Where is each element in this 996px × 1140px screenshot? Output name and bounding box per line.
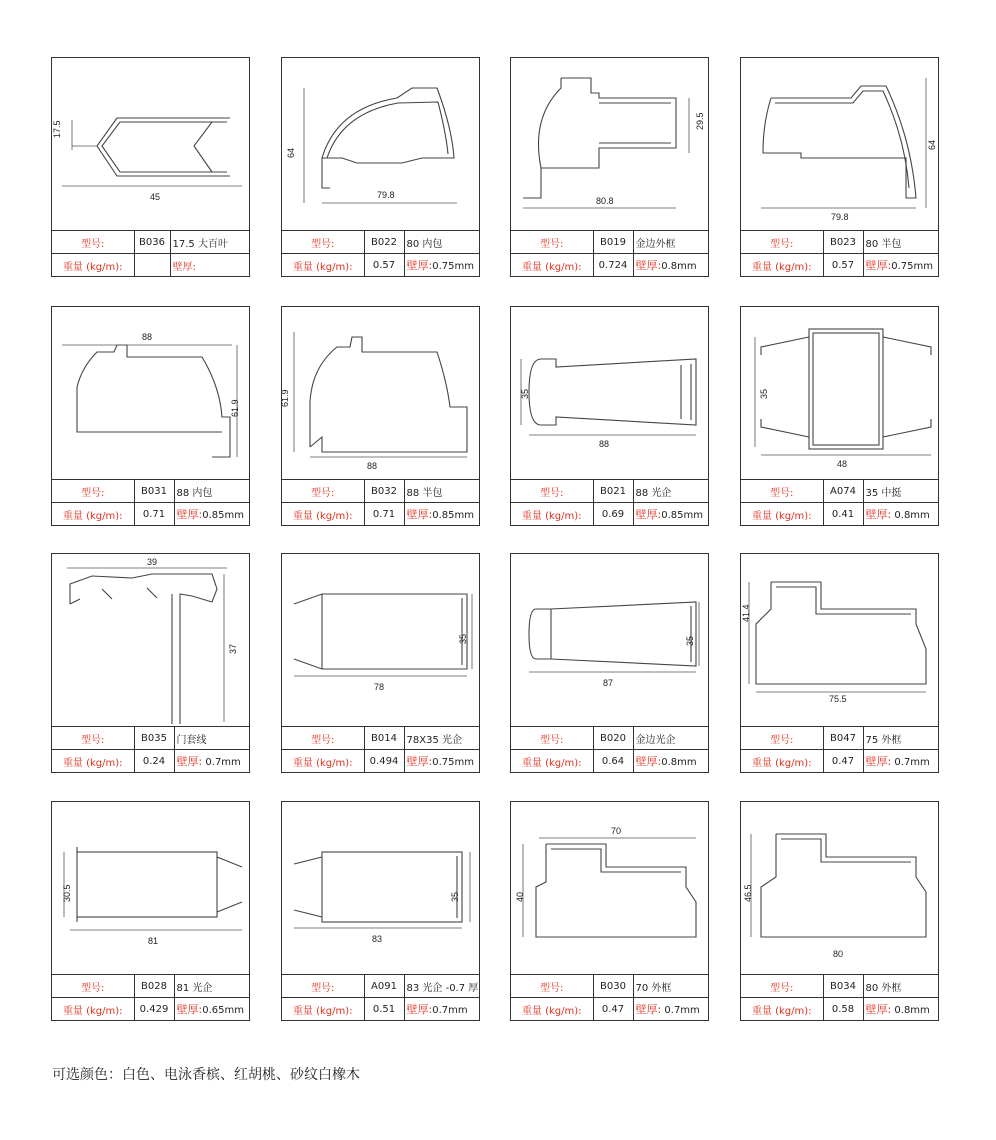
dimension-label: 83 bbox=[372, 934, 383, 944]
wall-label: 壁厚: bbox=[635, 1003, 662, 1016]
profile-card bbox=[51, 306, 250, 526]
dimension-label: 80.8 bbox=[596, 196, 614, 206]
wall-label: 壁厚: bbox=[635, 259, 662, 272]
model-label: 型号: bbox=[282, 480, 364, 503]
dimension-label: 35 bbox=[450, 891, 460, 902]
dimension-label: 88 bbox=[599, 439, 610, 449]
spec-table bbox=[511, 974, 708, 1020]
profile-drawing bbox=[741, 58, 938, 230]
model-label: 型号: bbox=[52, 975, 134, 998]
color-options-text: 可选颜色：白色、电泳香槟、红胡桃、砂纹白橡木 bbox=[52, 1067, 360, 1083]
weight-value: 0.47 bbox=[823, 750, 863, 773]
dimension-label: 61.9 bbox=[280, 389, 290, 407]
dimension-label: 17.5 bbox=[52, 120, 62, 138]
dimension-label: 37 bbox=[228, 643, 238, 654]
wall-label: 壁厚: bbox=[172, 261, 196, 273]
weight-value: 0.429 bbox=[134, 998, 174, 1021]
wall-cell bbox=[404, 503, 479, 526]
dimension-label: 88 bbox=[142, 332, 153, 342]
profile-drawing bbox=[511, 802, 708, 974]
dimension-label: 64 bbox=[286, 147, 296, 158]
spec-table bbox=[52, 230, 249, 276]
weight-label: 重量 (kg/m): bbox=[511, 503, 593, 526]
wall-value: 0.75mm bbox=[432, 757, 474, 768]
wall-value: 0.85mm bbox=[661, 510, 703, 521]
wall-cell bbox=[170, 254, 249, 277]
model-code: B035 bbox=[134, 727, 174, 750]
profile-name: 70 外框 bbox=[633, 975, 708, 998]
wall-value: 0.7mm bbox=[664, 1005, 700, 1016]
model-label: 型号: bbox=[282, 231, 364, 254]
spec-table bbox=[511, 479, 708, 525]
dimension-label: 46.5 bbox=[743, 884, 753, 902]
weight-label: 重量 (kg/m): bbox=[282, 503, 364, 526]
dimension-label: 64 bbox=[927, 139, 937, 150]
dimension-label: 75.5 bbox=[829, 694, 847, 704]
profile-card bbox=[740, 801, 939, 1021]
dimension-label: 41.4 bbox=[741, 604, 751, 622]
spec-table bbox=[52, 726, 249, 772]
model-label: 型号: bbox=[52, 727, 134, 750]
dimension-label: 40 bbox=[515, 891, 525, 902]
model-code: B030 bbox=[593, 975, 633, 998]
spec-table bbox=[741, 726, 938, 772]
profile-name: 80 外框 bbox=[863, 975, 938, 998]
profile-name: 35 中挺 bbox=[863, 480, 938, 503]
wall-cell bbox=[633, 254, 708, 277]
profile-name: 金边外框 bbox=[633, 231, 708, 254]
profile-drawing bbox=[282, 802, 479, 974]
weight-label: 重量 (kg/m): bbox=[282, 254, 364, 277]
dimension-label: 35 bbox=[759, 388, 769, 399]
profile-cross-section bbox=[511, 307, 708, 479]
wall-cell bbox=[863, 998, 938, 1021]
weight-value: 0.64 bbox=[593, 750, 633, 773]
profile-card bbox=[281, 57, 480, 277]
weight-value: 0.57 bbox=[823, 254, 863, 277]
dimension-label: 81 bbox=[148, 936, 159, 946]
wall-label: 壁厚: bbox=[635, 755, 662, 768]
model-code: B028 bbox=[134, 975, 174, 998]
wall-value: 0.75mm bbox=[891, 261, 933, 272]
model-code: B034 bbox=[823, 975, 863, 998]
weight-label: 重量 (kg/m): bbox=[511, 254, 593, 277]
spec-table bbox=[741, 230, 938, 276]
wall-label: 壁厚: bbox=[865, 1003, 892, 1016]
profile-cross-section bbox=[52, 58, 249, 230]
profile-drawing bbox=[511, 307, 708, 479]
weight-value: 0.494 bbox=[364, 750, 404, 773]
model-code: B020 bbox=[593, 727, 633, 750]
wall-label: 壁厚: bbox=[176, 508, 203, 521]
dimension-label: 61.9 bbox=[230, 399, 240, 417]
model-label: 型号: bbox=[52, 231, 134, 254]
profile-card bbox=[51, 801, 250, 1021]
dimension-label: 35 bbox=[458, 633, 468, 644]
weight-label: 重量 (kg/m): bbox=[52, 503, 134, 526]
dimension-label: 79.8 bbox=[831, 212, 849, 222]
profile-name: 88 内包 bbox=[174, 480, 249, 503]
spec-table bbox=[511, 726, 708, 772]
weight-value: 0.41 bbox=[823, 503, 863, 526]
spec-table bbox=[741, 974, 938, 1020]
dimension-label: 78 bbox=[374, 682, 385, 692]
dimension-label: 30.5 bbox=[62, 884, 72, 902]
wall-label: 壁厚: bbox=[176, 755, 203, 768]
weight-value: 0.69 bbox=[593, 503, 633, 526]
model-label: 型号: bbox=[741, 727, 823, 750]
wall-label: 壁厚: bbox=[865, 508, 892, 521]
wall-value: 0.7mm bbox=[205, 757, 241, 768]
wall-value: 0.8mm bbox=[661, 261, 697, 272]
wall-value: 0.8mm bbox=[894, 510, 930, 521]
wall-label: 壁厚: bbox=[406, 508, 433, 521]
profile-drawing bbox=[52, 58, 249, 230]
profile-drawing bbox=[741, 307, 938, 479]
wall-value: 0.65mm bbox=[202, 1005, 244, 1016]
weight-value: 0.24 bbox=[134, 750, 174, 773]
dimension-label: 35 bbox=[685, 635, 695, 646]
wall-cell bbox=[174, 998, 249, 1021]
wall-value: 0.8mm bbox=[894, 1005, 930, 1016]
dimension-label: 45 bbox=[150, 192, 161, 202]
dimension-label: 29.5 bbox=[695, 112, 705, 130]
wall-cell bbox=[404, 750, 479, 773]
weight-value: 0.58 bbox=[823, 998, 863, 1021]
profile-name: 81 光企 bbox=[174, 975, 249, 998]
profile-cross-section bbox=[282, 58, 479, 230]
wall-cell bbox=[633, 503, 708, 526]
profile-name: 78X35 光企 bbox=[404, 727, 479, 750]
profile-drawing bbox=[511, 58, 708, 230]
wall-cell bbox=[863, 254, 938, 277]
profile-card bbox=[281, 306, 480, 526]
weight-label: 重量 (kg/m): bbox=[52, 254, 134, 277]
wall-cell bbox=[174, 750, 249, 773]
wall-cell bbox=[863, 503, 938, 526]
spec-table bbox=[52, 479, 249, 525]
model-label: 型号: bbox=[741, 231, 823, 254]
weight-value: 0.71 bbox=[364, 503, 404, 526]
wall-label: 壁厚: bbox=[635, 508, 662, 521]
wall-value: 0.85mm bbox=[432, 510, 474, 521]
model-label: 型号: bbox=[511, 231, 593, 254]
wall-cell bbox=[404, 998, 479, 1021]
model-code: A091 bbox=[364, 975, 404, 998]
wall-value: 0.8mm bbox=[661, 757, 697, 768]
model-code: B022 bbox=[364, 231, 404, 254]
wall-label: 壁厚: bbox=[865, 259, 892, 272]
profile-cross-section bbox=[511, 554, 708, 726]
profile-cross-section bbox=[52, 554, 249, 726]
model-code: B036 bbox=[134, 231, 170, 254]
profile-card bbox=[740, 57, 939, 277]
model-label: 型号: bbox=[282, 975, 364, 998]
dimension-label: 87 bbox=[603, 678, 614, 688]
dimension-label: 48 bbox=[837, 459, 848, 469]
wall-label: 壁厚: bbox=[176, 1003, 203, 1016]
model-label: 型号: bbox=[511, 727, 593, 750]
profile-name: 17.5 大百叶 bbox=[170, 231, 249, 254]
weight-label: 重量 (kg/m): bbox=[282, 750, 364, 773]
model-label: 型号: bbox=[511, 975, 593, 998]
wall-cell bbox=[404, 254, 479, 277]
weight-label: 重量 (kg/m): bbox=[52, 998, 134, 1021]
weight-label: 重量 (kg/m): bbox=[52, 750, 134, 773]
model-label: 型号: bbox=[741, 975, 823, 998]
profile-card bbox=[740, 553, 939, 773]
model-code: B032 bbox=[364, 480, 404, 503]
profile-drawing bbox=[282, 554, 479, 726]
model-code: B047 bbox=[823, 727, 863, 750]
weight-value: 0.57 bbox=[364, 254, 404, 277]
profile-card bbox=[51, 553, 250, 773]
wall-label: 壁厚: bbox=[865, 755, 892, 768]
model-code: B014 bbox=[364, 727, 404, 750]
profile-card bbox=[740, 306, 939, 526]
model-code: B031 bbox=[134, 480, 174, 503]
weight-value: 0.47 bbox=[593, 998, 633, 1021]
weight-label: 重量 (kg/m): bbox=[741, 503, 823, 526]
wall-label: 壁厚: bbox=[406, 755, 433, 768]
profile-name: 88 半包 bbox=[404, 480, 479, 503]
profile-name: 83 光企 -0.7 厚 bbox=[404, 975, 479, 998]
weight-label: 重量 (kg/m): bbox=[741, 254, 823, 277]
profile-card bbox=[510, 57, 709, 277]
profile-cross-section bbox=[282, 307, 479, 479]
spec-table bbox=[282, 479, 479, 525]
weight-label: 重量 (kg/m): bbox=[511, 750, 593, 773]
weight-label: 重量 (kg/m): bbox=[741, 750, 823, 773]
profile-cross-section bbox=[282, 554, 479, 726]
dimension-label: 35 bbox=[520, 388, 530, 399]
profile-card bbox=[281, 801, 480, 1021]
profile-cross-section bbox=[741, 554, 938, 726]
profile-drawing bbox=[52, 554, 249, 726]
wall-label: 壁厚: bbox=[406, 259, 433, 272]
spec-table bbox=[282, 726, 479, 772]
profile-cross-section bbox=[511, 58, 708, 230]
profile-name: 75 外框 bbox=[863, 727, 938, 750]
wall-cell bbox=[633, 750, 708, 773]
profile-cross-section bbox=[741, 802, 938, 974]
profile-drawing bbox=[511, 554, 708, 726]
dimension-label: 80 bbox=[833, 949, 844, 959]
spec-table bbox=[511, 230, 708, 276]
profile-cross-section bbox=[511, 802, 708, 974]
weight-value: 0.51 bbox=[364, 998, 404, 1021]
weight-label: 重量 (kg/m): bbox=[282, 998, 364, 1021]
profile-drawing bbox=[52, 307, 249, 479]
model-code: B019 bbox=[593, 231, 633, 254]
spec-table bbox=[52, 974, 249, 1020]
wall-value: 0.7mm bbox=[432, 1005, 468, 1016]
weight-label: 重量 (kg/m): bbox=[511, 998, 593, 1021]
spec-table bbox=[741, 479, 938, 525]
model-code: B023 bbox=[823, 231, 863, 254]
profile-name: 88 光企 bbox=[633, 480, 708, 503]
wall-value: 0.85mm bbox=[202, 510, 244, 521]
profile-cross-section bbox=[52, 802, 249, 974]
model-label: 型号: bbox=[282, 727, 364, 750]
profile-name: 金边光企 bbox=[633, 727, 708, 750]
profile-card bbox=[510, 306, 709, 526]
wall-label: 壁厚: bbox=[406, 1003, 433, 1016]
profile-card bbox=[281, 553, 480, 773]
model-label: 型号: bbox=[511, 480, 593, 503]
weight-value: 0.724 bbox=[593, 254, 633, 277]
profile-name: 80 半包 bbox=[863, 231, 938, 254]
wall-value: 0.7mm bbox=[894, 757, 930, 768]
profile-drawing bbox=[282, 307, 479, 479]
wall-cell bbox=[633, 998, 708, 1021]
profile-card bbox=[51, 57, 250, 277]
profile-drawing bbox=[282, 58, 479, 230]
profile-card bbox=[510, 801, 709, 1021]
wall-value: 0.75mm bbox=[432, 261, 474, 272]
profile-drawing bbox=[52, 802, 249, 974]
spec-table bbox=[282, 230, 479, 276]
weight-value bbox=[134, 254, 170, 277]
model-code: A074 bbox=[823, 480, 863, 503]
wall-cell bbox=[174, 503, 249, 526]
dimension-label: 88 bbox=[367, 461, 378, 471]
profile-cross-section bbox=[52, 307, 249, 479]
profile-card bbox=[510, 553, 709, 773]
profile-drawing bbox=[741, 554, 938, 726]
profile-name: 门套线 bbox=[174, 727, 249, 750]
weight-label: 重量 (kg/m): bbox=[741, 998, 823, 1021]
dimension-label: 39 bbox=[147, 557, 158, 567]
spec-table bbox=[282, 974, 479, 1020]
model-label: 型号: bbox=[741, 480, 823, 503]
dimension-label: 79.8 bbox=[377, 190, 395, 200]
dimension-label: 70 bbox=[611, 826, 622, 836]
profile-cross-section bbox=[282, 802, 479, 974]
weight-value: 0.71 bbox=[134, 503, 174, 526]
model-code: B021 bbox=[593, 480, 633, 503]
wall-cell bbox=[863, 750, 938, 773]
profile-drawing bbox=[741, 802, 938, 974]
model-label: 型号: bbox=[52, 480, 134, 503]
profile-cross-section bbox=[741, 307, 938, 479]
profile-name: 80 内包 bbox=[404, 231, 479, 254]
profile-cross-section bbox=[741, 58, 938, 230]
